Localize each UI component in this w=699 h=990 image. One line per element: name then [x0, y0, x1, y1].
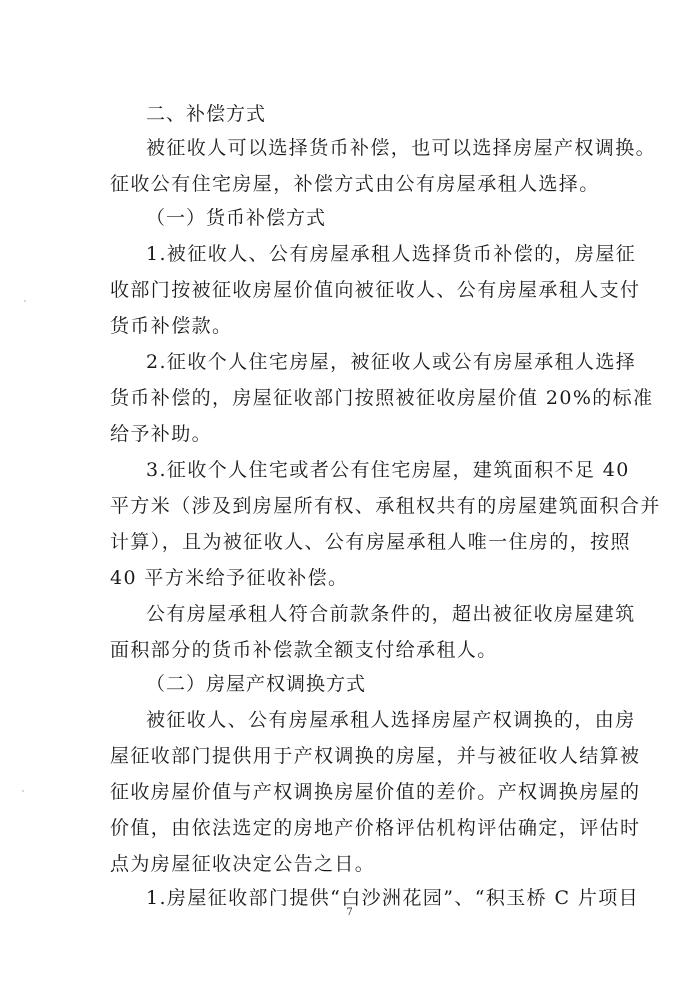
page-number: 7: [346, 907, 353, 918]
paragraph-line: 计算），且为被征收人、公有房屋承租人唯一住房的，按照: [110, 531, 631, 553]
paragraph-line: 1.被征收人、公有房屋承租人选择货币补偿的，房屋征: [146, 243, 637, 265]
paragraph-line: 屋征收部门提供用于产权调换的房屋，并与被征收人结算被: [110, 745, 641, 767]
paragraph-line: 平方米（涉及到房屋所有权、承租权共有的房屋建筑面积合并: [110, 495, 661, 517]
paragraph-line: 价值，由依法选定的房地产价格评估机构评估确定，评估时: [110, 817, 641, 839]
scan-speck: [24, 300, 26, 302]
paragraph-line: 点为房屋征收决定公告之日。: [110, 853, 376, 875]
subsection-heading: （二）房屋产权调换方式: [146, 673, 367, 695]
paragraph-line: 40 平方米给予征收补偿。: [110, 567, 349, 589]
paragraph-line: 公有房屋承租人符合前款条件的，超出被征收房屋建筑: [146, 603, 636, 625]
subsection-heading: （一）货币补偿方式: [146, 207, 327, 229]
paragraph-line: 货币补偿的，房屋征收部门按照被征收房屋价值 20%的标准: [110, 387, 654, 409]
paragraph-line: 给予补助。: [110, 423, 213, 445]
paragraph-line: 货币补偿款。: [110, 315, 233, 337]
paragraph-line: 3.征收个人住宅或者公有住宅房屋，建筑面积不足 40: [146, 459, 630, 481]
section-heading: 二、补偿方式: [146, 103, 267, 125]
scan-speck: [22, 790, 24, 792]
paragraph-line: 2.征收个人住宅房屋，被征收人或公有房屋承租人选择: [146, 351, 637, 373]
paragraph-line: 被征收人、公有房屋承租人选择房屋产权调换的，由房: [146, 709, 636, 731]
paragraph-line: 面积部分的货币补偿款全额支付给承租人。: [110, 639, 498, 661]
paragraph-line: 被征收人可以选择货币补偿，也可以选择房屋产权调换。: [146, 137, 657, 159]
paragraph-line: 征收房屋价值与产权调换房屋价值的差价。产权调换房屋的: [110, 781, 641, 803]
paragraph-line: 收部门按被征收房屋价值向被征收人、公有房屋承租人支付: [110, 279, 641, 301]
paragraph-line: 1.房屋征收部门提供“白沙洲花园”、“积玉桥 C 片项目: [146, 887, 640, 909]
paragraph-line: 征收公有住宅房屋，补偿方式由公有房屋承租人选择。: [110, 173, 600, 195]
